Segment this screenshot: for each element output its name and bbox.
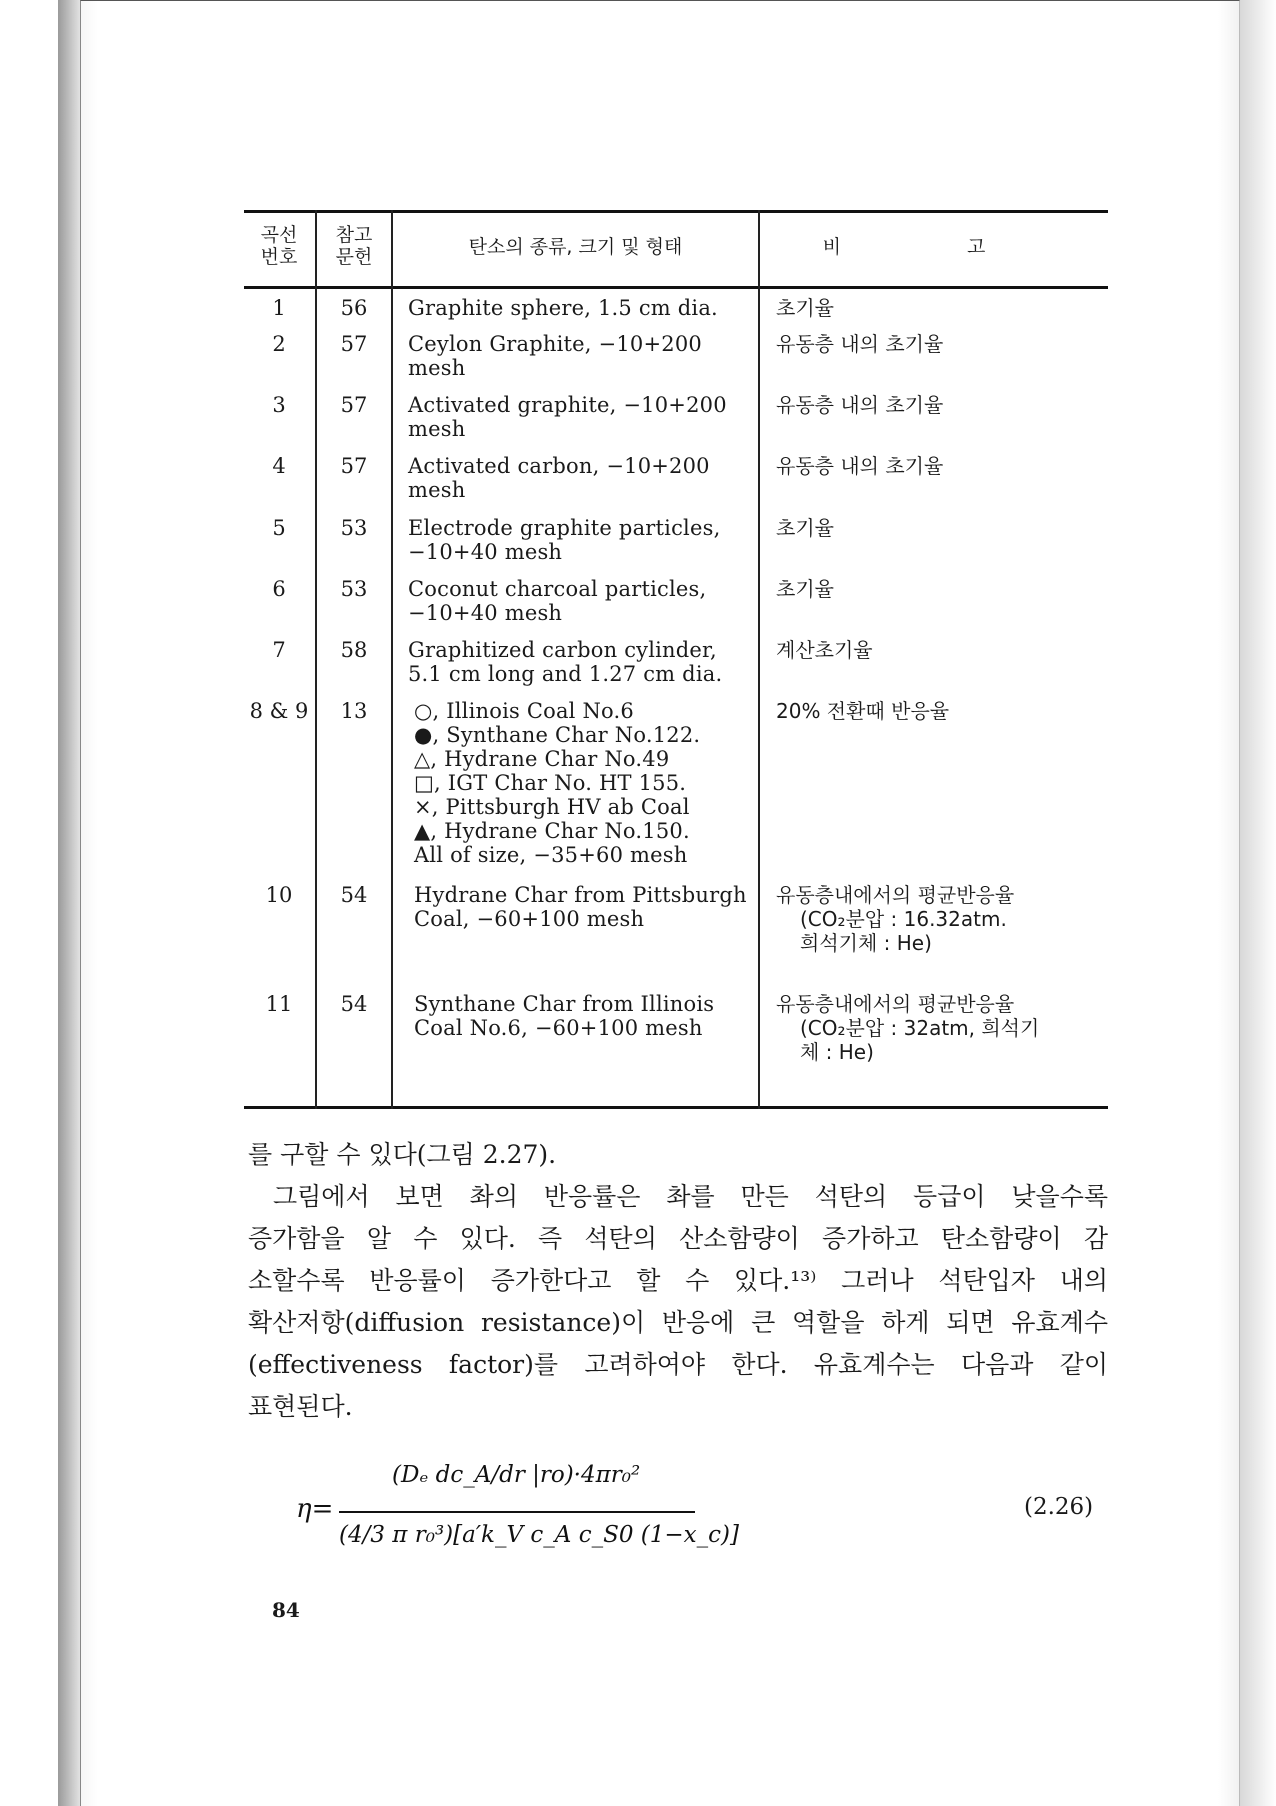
row-6-ref: 53: [340, 577, 368, 601]
header-ref: [317, 224, 391, 268]
column-divider: [758, 210, 760, 1109]
row-11-desc-line: Coal No.6, −60+100 mesh: [414, 1016, 703, 1040]
body-line: 소할수록 반응률이 증가한다고 할 수 있다.¹³⁾ 그러나 석탄입자 내의: [248, 1266, 1108, 1295]
body-line: 표현된다.: [248, 1392, 353, 1421]
body-line: 를 구할 수 있다(그림 2.27).: [248, 1140, 557, 1169]
row-10-remark-line: (CO₂분압 : 16.32atm.: [800, 907, 1007, 931]
equation-numerator: (Dₑ dc_A/dr |ro)·4πr₀²: [392, 1462, 641, 1488]
column-divider: [391, 210, 393, 1109]
row-7-desc-line: 5.1 cm long and 1.27 cm dia.: [408, 662, 723, 686]
row-2-remark: 유동층 내의 초기율: [776, 332, 944, 356]
header-carbon: 탄소의 종류, 크기 및 형태: [468, 236, 683, 258]
row-1-no: 1: [272, 296, 286, 320]
row-8-9-remark: 20% 전환때 반응율: [776, 699, 950, 723]
row-2-no: 2: [272, 332, 286, 356]
row-8-9-desc-line: ●, Synthane Char No.122.: [414, 723, 701, 747]
equation-lhs: η=: [296, 1494, 334, 1524]
row-6-remark: 초기율: [776, 577, 834, 601]
row-8-9-desc-line: All of size, −35+60 mesh: [414, 843, 688, 867]
row-1-desc: Graphite sphere, 1.5 cm dia.: [408, 296, 718, 320]
row-11-remark-line: 유동층내에서의 평균반응율: [776, 992, 1015, 1016]
body-paragraph: [248, 1134, 1108, 1434]
row-11-desc-line: Synthane Char from Illinois: [414, 992, 715, 1016]
row-2-desc-line: mesh: [408, 356, 466, 380]
row-8-9-ref: 13: [340, 699, 368, 723]
body-line: 확산저항(diffusion resistance)이 반응에 큰 역할을 하게 되면 유효계수: [248, 1308, 1108, 1337]
header-remark: 비 고: [822, 236, 1046, 258]
row-10-remark-line: 유동층내에서의 평균반응율: [776, 883, 1015, 907]
row-6-no: 6: [272, 577, 286, 601]
table-bottom-rule: [244, 1106, 1108, 1109]
body-line: (effectiveness factor)를 고려하여야 한다. 유효계수는 다음과 같이: [248, 1350, 1108, 1379]
row-7-ref: 58: [340, 638, 368, 662]
table-top-rule: [244, 210, 1108, 213]
header-text: 문헌: [335, 246, 373, 268]
row-4-no: 4: [272, 454, 286, 478]
header-text: 번호: [260, 246, 298, 268]
row-7-desc-line: Graphitized carbon cylinder,: [408, 638, 717, 662]
equation-number: (2.26): [1024, 1494, 1094, 1520]
page-number: 84: [272, 1598, 300, 1622]
row-3-ref: 57: [340, 393, 368, 417]
page-edge: [1240, 0, 1276, 1806]
row-5-ref: 53: [340, 516, 368, 540]
body-line: 그림에서 보면 촤의 반응률은 촤를 만든 석탄의 등급이 낮을수록: [273, 1182, 1108, 1211]
row-11-remark-line: 체 : He): [800, 1040, 874, 1064]
row-10-desc-line: Coal, −60+100 mesh: [414, 907, 645, 931]
row-8-9-desc-line: □, IGT Char No. HT 155.: [414, 771, 687, 795]
equation-fraction-bar: [339, 1511, 695, 1513]
row-6-desc-line: −10+40 mesh: [408, 601, 563, 625]
body-line: 증가함을 알 수 있다. 즉 석탄의 산소함량이 증가하고 탄소함량이 감: [248, 1224, 1108, 1253]
row-4-desc-line: mesh: [408, 478, 466, 502]
row-8-9-no: 8 & 9: [249, 699, 309, 723]
row-8-9-desc-line: ×, Pittsburgh HV ab Coal: [414, 795, 690, 819]
row-4-desc-line: Activated carbon, −10+200: [408, 454, 710, 478]
row-1-ref: 56: [340, 296, 368, 320]
equation-denominator: (4/3 π r₀³)[a′k_V c_A c_S0 (1−x_c)]: [339, 1522, 739, 1548]
row-4-remark: 유동층 내의 초기율: [776, 454, 944, 478]
row-5-no: 5: [272, 516, 286, 540]
row-10-remark-line: 희석기체 : He): [800, 931, 932, 955]
row-11-ref: 54: [340, 992, 368, 1016]
row-4-ref: 57: [340, 454, 368, 478]
row-3-desc-line: mesh: [408, 417, 466, 441]
header-text: 곡선: [260, 224, 298, 246]
row-11-no: 11: [265, 992, 293, 1016]
header-text: 참고: [335, 224, 373, 246]
header-curve-no: [244, 224, 314, 268]
row-10-ref: 54: [340, 883, 368, 907]
row-8-9-desc-line: ○, Illinois Coal No.6: [414, 699, 634, 723]
row-2-ref: 57: [340, 332, 368, 356]
row-8-9-desc-line: ▲, Hydrane Char No.150.: [414, 819, 690, 843]
row-6-desc-line: Coconut charcoal particles,: [408, 577, 707, 601]
table-header-rule: [244, 286, 1108, 289]
row-2-desc-line: Ceylon Graphite, −10+200: [408, 332, 702, 356]
row-1-remark: 초기율: [776, 296, 834, 320]
row-5-remark: 초기율: [776, 516, 834, 540]
row-10-no: 10: [265, 883, 293, 907]
book-spine: [58, 0, 80, 1806]
row-7-remark: 계산초기율: [776, 638, 873, 662]
row-8-9-desc-line: △, Hydrane Char No.49: [414, 747, 670, 771]
row-5-desc-line: Electrode graphite particles,: [408, 516, 721, 540]
row-3-desc-line: Activated graphite, −10+200: [408, 393, 727, 417]
row-3-remark: 유동층 내의 초기율: [776, 393, 944, 417]
row-10-desc-line: Hydrane Char from Pittsburgh: [414, 883, 747, 907]
row-5-desc-line: −10+40 mesh: [408, 540, 563, 564]
row-11-remark-line: (CO₂분압 : 32atm, 희석기: [800, 1016, 1040, 1040]
row-7-no: 7: [272, 638, 286, 662]
row-3-no: 3: [272, 393, 286, 417]
